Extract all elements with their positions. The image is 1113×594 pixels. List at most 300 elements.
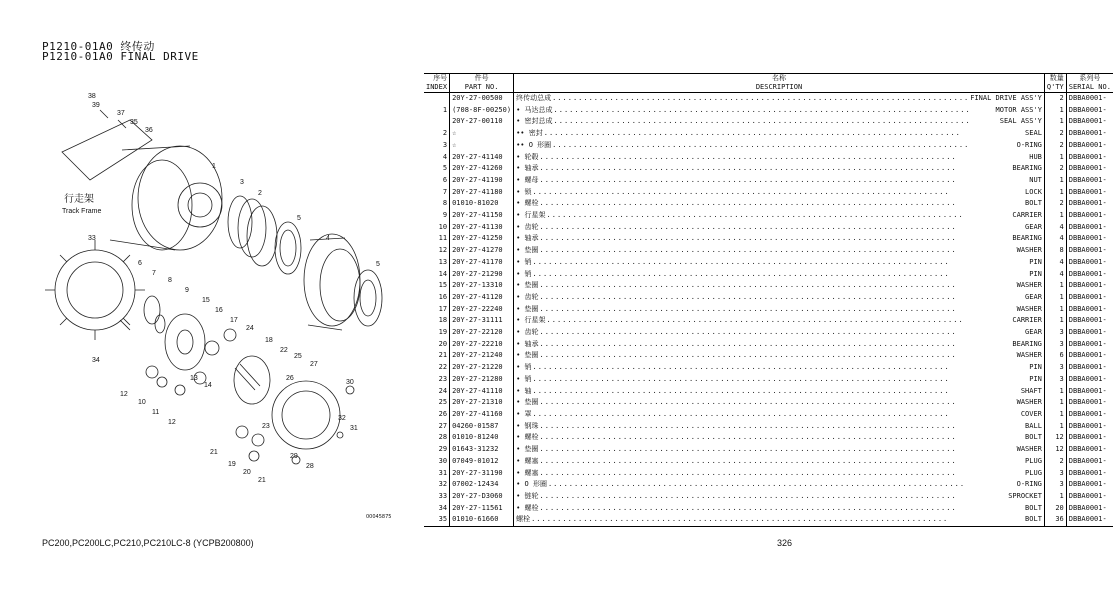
callout-5b: 5 [376,261,380,268]
leader-dots [533,386,1020,398]
row-part-number: 20Y-27-22240 [450,304,514,316]
description-en: LOCK [1025,187,1042,196]
row-serial: DBBA0001- [1068,363,1107,372]
row-index: 18 [424,315,450,327]
row-index: 9 [424,210,450,222]
description-en: COVER [1020,409,1042,418]
row-part-number: 20Y-27-00110 [450,116,514,128]
description-en: GEAR [1025,328,1042,337]
description-en: PIN [1029,374,1042,383]
row-description [514,198,1045,210]
leader-dots [540,304,1016,316]
callout-31: 31 [350,425,358,432]
table-row [424,421,1113,433]
callout-1: 1 [212,163,216,170]
description-en: WASHER [1016,351,1042,360]
description-cn: • 螺栓 [516,503,539,512]
row-index: 19 [424,327,450,339]
description-en: SEAL [1025,129,1042,138]
table-row [424,409,1113,421]
row-part-number: 20Y-27-41260 [450,163,514,175]
callout-3: 3 [240,179,244,186]
row-part-number: 20Y-27-21310 [450,397,514,409]
row-quantity: 1 [1044,491,1066,503]
row-serial: DBBA0001- [1068,164,1107,173]
description-cn: • 钢珠 [516,421,539,430]
row-index: 15 [424,280,450,292]
header-qty-cn: 数量 [1044,74,1066,84]
row-serial: DBBA0001- [1068,117,1107,126]
description-cn: • 销 [516,269,532,278]
row-part-number: 20Y-27-21280 [450,374,514,386]
description-cn: • 密封总成 [516,117,553,126]
row-description [514,468,1045,480]
leader-dots [533,362,1029,374]
table-row [424,233,1113,245]
row-part-number: 20Y-27-11561 [450,503,514,515]
row-part-number: 04260-01587 [450,421,514,433]
table-row [424,175,1113,187]
row-description [514,292,1045,304]
leader-dots [554,105,995,117]
row-quantity: 1 [1044,187,1066,199]
description-en: WASHER [1016,445,1042,454]
callout-4: 4 [326,235,330,242]
row-serial: DBBA0001- [1068,503,1107,512]
table-row [424,315,1113,327]
callout-17: 17 [230,317,238,324]
row-serial: DBBA0001- [1068,374,1107,383]
leader-dots [547,315,1012,327]
description-cn: • 轴承 [516,234,539,243]
table-row [424,105,1113,117]
callout-37: 37 [117,110,125,117]
description-en: CARRIER [1012,316,1042,325]
leader-dots [533,269,1029,281]
row-serial: DBBA0001- [1068,456,1107,465]
row-index: 3 [424,140,450,152]
row-serial: DBBA0001- [1068,351,1107,360]
callout-23: 23 [262,423,270,430]
description-en: BEARING [1012,339,1042,348]
leader-dots [540,222,1025,234]
description-cn: •• 密封 [516,129,543,138]
description-cn: • 齿轮 [516,292,539,301]
description-cn: • 螺母 [516,175,539,184]
leader-dots [540,292,1025,304]
row-serial: DBBA0001- [1068,328,1107,337]
row-quantity: 1 [1044,152,1066,164]
description-en: SHAFT [1020,386,1042,395]
row-serial: DBBA0001- [1068,222,1107,231]
row-description [514,479,1045,491]
description-en: PIN [1029,257,1042,266]
row-part-number: 01010-61660 [450,514,514,526]
row-serial: DBBA0001- [1068,129,1107,138]
description-en: PIN [1029,269,1042,278]
description-en: MOTOR ASS'Y [995,105,1042,114]
description-cn: • 垫圈 [516,445,539,454]
table-row [424,432,1113,444]
row-index: 32 [424,479,450,491]
table-row [424,503,1113,515]
row-description [514,280,1045,292]
row-quantity: 2 [1044,198,1066,210]
table-row [424,245,1113,257]
leader-dots [540,198,1025,210]
description-cn: • 齿轮 [516,328,539,337]
leader-dots [531,514,1024,526]
row-description [514,140,1045,152]
description-en: BOLT [1025,503,1042,512]
track-frame-label-en: Track Frame [62,208,102,215]
row-description [514,456,1045,468]
row-part-number: 01010-81240 [450,432,514,444]
row-serial: DBBA0001- [1068,140,1107,149]
description-en: GEAR [1025,292,1042,301]
row-part-number: 20Y-27-13310 [450,280,514,292]
row-index: 24 [424,386,450,398]
callout-15: 15 [202,297,210,304]
row-description [514,491,1045,503]
row-serial: DBBA0001- [1068,409,1107,418]
description-en: PLUG [1025,468,1042,477]
row-index [424,116,450,128]
table-row [424,187,1113,199]
table-row [424,257,1113,269]
callout-2: 2 [258,190,262,197]
page-title-cn: P1210-01A0 终传动 [42,40,155,53]
row-quantity: 1 [1044,397,1066,409]
callout-20: 20 [243,469,251,476]
leader-dots [554,116,999,128]
table-row [424,491,1113,503]
row-description [514,386,1045,398]
callout-32: 32 [338,415,346,422]
description-cn: • 轴承 [516,339,539,348]
row-quantity: 3 [1044,479,1066,491]
header-part-en: PART NO. [450,83,514,93]
row-quantity: 36 [1044,514,1066,526]
callout-35: 35 [130,119,138,126]
row-description [514,397,1045,409]
row-serial: DBBA0001- [1068,246,1107,255]
row-index: 17 [424,304,450,316]
description-cn: • 销 [516,363,532,372]
leader-dots [540,245,1016,257]
row-part-number: 20Y-27-41140 [450,152,514,164]
callout-21b: 21 [258,477,266,484]
image-code: 00045875 [366,514,392,520]
row-quantity: 6 [1044,350,1066,362]
row-part-number: 20Y-27-21240 [450,350,514,362]
row-part-number: ☆ [450,140,514,152]
leader-dots [540,152,1029,164]
table-row [424,304,1113,316]
row-serial: DBBA0001- [1068,292,1107,301]
row-serial: DBBA0001- [1068,94,1107,102]
header-index-en: INDEX [424,83,450,93]
leader-dots [540,350,1016,362]
row-serial: DBBA0001- [1068,187,1107,196]
description-cn: • 马达总成 [516,105,553,114]
table-row [424,163,1113,175]
table-row [424,456,1113,468]
row-index: 29 [424,444,450,456]
description-cn: • O 形圈 [516,480,547,489]
table-row [424,444,1113,456]
description-en: NUT [1029,175,1042,184]
row-part-number: 20Y-27-31111 [450,315,514,327]
row-quantity: 3 [1044,327,1066,339]
description-en: WASHER [1016,281,1042,290]
callout-14: 14 [204,382,212,389]
description-en: BEARING [1012,234,1042,243]
row-description [514,503,1045,515]
row-index: 11 [424,233,450,245]
description-cn: • 螺塞 [516,468,539,477]
row-description [514,93,1045,105]
callout-38: 38 [88,93,96,100]
callout-25: 25 [294,353,302,360]
row-index: 16 [424,292,450,304]
table-row [424,339,1113,351]
leader-dots [540,421,1025,433]
callout-29: 29 [290,453,298,460]
table-row [424,116,1113,128]
leader-dots [552,140,1015,152]
row-part-number: 20Y-27-22210 [450,339,514,351]
row-serial: DBBA0001- [1068,211,1107,220]
description-en: BOLT [1025,515,1042,524]
row-part-number: 20Y-27-41170 [450,257,514,269]
row-serial: DBBA0001- [1068,175,1107,184]
parts-table [424,73,1113,527]
callout-7: 7 [152,270,156,277]
leader-dots [540,397,1016,409]
row-serial: DBBA0001- [1068,269,1107,278]
row-serial: DBBA0001- [1066,514,1113,526]
callout-27: 27 [310,361,318,368]
row-description [514,152,1045,164]
header-desc-cn: 名称 [514,74,1045,84]
leader-dots [540,444,1016,456]
row-serial: DBBA0001- [1068,257,1107,266]
callout-28: 28 [306,463,314,470]
callout-18: 18 [265,337,273,344]
row-part-number: 20Y-27-41130 [450,222,514,234]
description-cn: • 螺栓 [516,199,539,208]
row-description [514,222,1045,234]
leader-dots [540,432,1025,444]
description-en: HUB [1029,152,1042,161]
row-quantity: 2 [1044,163,1066,175]
row-serial: DBBA0001- [1068,491,1107,500]
row-index: 23 [424,374,450,386]
row-index: 34 [424,503,450,515]
row-index: 33 [424,491,450,503]
callout-5a: 5 [297,215,301,222]
table-row [424,269,1113,281]
row-index: 20 [424,339,450,351]
row-quantity: 20 [1044,503,1066,515]
row-part-number: 07049-01012 [450,456,514,468]
table-row [424,152,1113,164]
row-description [514,362,1045,374]
description-en: WASHER [1016,398,1042,407]
row-quantity: 1 [1044,421,1066,433]
row-description [514,163,1045,175]
callout-34: 34 [92,357,100,364]
row-part-number: ☆ [450,128,514,140]
row-description [514,339,1045,351]
row-index: 28 [424,432,450,444]
description-cn: • 链轮 [516,491,539,500]
leader-dots [540,163,1012,175]
callout-11: 11 [152,409,160,416]
description-en: SPROCKET [1008,491,1042,500]
row-quantity: 12 [1044,432,1066,444]
description-cn: • 罩 [516,409,532,418]
description-en: SEAL ASS'Y [999,117,1042,126]
description-en: CARRIER [1012,211,1042,220]
row-serial: DBBA0001- [1068,234,1107,243]
callout-33: 33 [88,235,96,242]
row-index: 30 [424,456,450,468]
description-cn: • 行星架 [516,211,546,220]
description-en: BEARING [1012,164,1042,173]
callout-22: 22 [280,347,288,354]
description-en: BOLT [1025,199,1042,208]
row-description [514,304,1045,316]
row-part-number: 20Y-27-41190 [450,175,514,187]
description-en: BALL [1025,421,1042,430]
row-part-number: 20Y-27-41110 [450,386,514,398]
row-index: 6 [424,175,450,187]
row-part-number: 20Y-27-41250 [450,233,514,245]
header-qty-en: Q'TY [1044,83,1066,93]
row-quantity: 8 [1044,245,1066,257]
row-description [514,327,1045,339]
row-description [514,245,1045,257]
table-row [424,210,1113,222]
leader-dots [540,327,1025,339]
leader-dots [540,468,1025,480]
row-index: 2 [424,128,450,140]
row-quantity: 2 [1044,456,1066,468]
table-row [424,362,1113,374]
row-index: 5 [424,163,450,175]
row-index: 21 [424,350,450,362]
row-quantity: 1 [1044,315,1066,327]
row-quantity: 1 [1044,116,1066,128]
row-part-number: 20Y-27-41160 [450,409,514,421]
row-serial: DBBA0001- [1068,480,1107,489]
callout-30: 30 [346,379,354,386]
description-en: O-RING [1016,140,1042,149]
callout-8: 8 [168,277,172,284]
row-description [514,432,1045,444]
row-part-number: 20Y-27-21220 [450,362,514,374]
description-cn: • 垫圈 [516,398,539,407]
header-serial-en: SERIAL NO. [1066,83,1113,93]
row-description [514,315,1045,327]
row-quantity: 2 [1044,93,1066,105]
leader-dots [548,479,1016,491]
callout-36: 36 [145,127,153,134]
description-cn: • 销 [516,257,532,266]
row-description [514,374,1045,386]
row-index [424,93,450,105]
row-index: 7 [424,187,450,199]
row-serial: DBBA0001- [1068,433,1107,442]
row-description [514,116,1045,128]
table-row [424,280,1113,292]
table-row [424,514,1113,526]
row-description [514,128,1045,140]
row-serial: DBBA0001- [1068,316,1107,325]
table-row [424,386,1113,398]
description-cn: • 垫圈 [516,246,539,255]
track-frame-label-cn: 行走架 [64,194,94,205]
row-quantity: 4 [1044,269,1066,281]
row-quantity: 1 [1044,386,1066,398]
leader-dots [540,233,1012,245]
row-serial: DBBA0001- [1068,199,1107,208]
row-serial: DBBA0001- [1068,105,1107,114]
leader-dots [544,128,1024,140]
row-index: 27 [424,421,450,433]
description-cn: • 垫圈 [516,281,539,290]
header-index-cn: 序号 [424,74,450,84]
row-description [514,409,1045,421]
description-en: BOLT [1025,433,1042,442]
callout-12b: 12 [168,419,176,426]
description-cn: • 垫圈 [516,351,539,360]
row-quantity: 4 [1044,222,1066,234]
table-row [424,350,1113,362]
table-row [424,93,1113,105]
description-cn: • 齿轮 [516,222,539,231]
description-cn: •• O 形圈 [516,140,552,149]
table-row [424,468,1113,480]
row-quantity: 1 [1044,105,1066,117]
row-quantity: 3 [1044,374,1066,386]
leader-dots [540,491,1008,503]
callout-16: 16 [215,307,223,314]
table-row [424,479,1113,491]
description-en: WASHER [1016,246,1042,255]
table-row [424,374,1113,386]
row-part-number: 20Y-27-41180 [450,187,514,199]
footer-model-list: PC200,PC200LC,PC210,PC210LC-8 (YCPB200800) [42,538,254,548]
row-description [514,257,1045,269]
table-row [424,222,1113,234]
table-row [424,327,1113,339]
row-serial: DBBA0001- [1068,339,1107,348]
row-serial: DBBA0001- [1068,398,1107,407]
leader-dots [540,280,1016,292]
leader-dots [533,409,1020,421]
row-part-number: (708-8F-00250) [450,105,514,117]
row-index: 10 [424,222,450,234]
row-serial: DBBA0001- [1068,421,1107,430]
row-index: 25 [424,397,450,409]
row-quantity: 1 [1044,210,1066,222]
row-part-number: 20Y-27-D3060 [450,491,514,503]
row-quantity: 1 [1044,409,1066,421]
table-row [424,128,1113,140]
